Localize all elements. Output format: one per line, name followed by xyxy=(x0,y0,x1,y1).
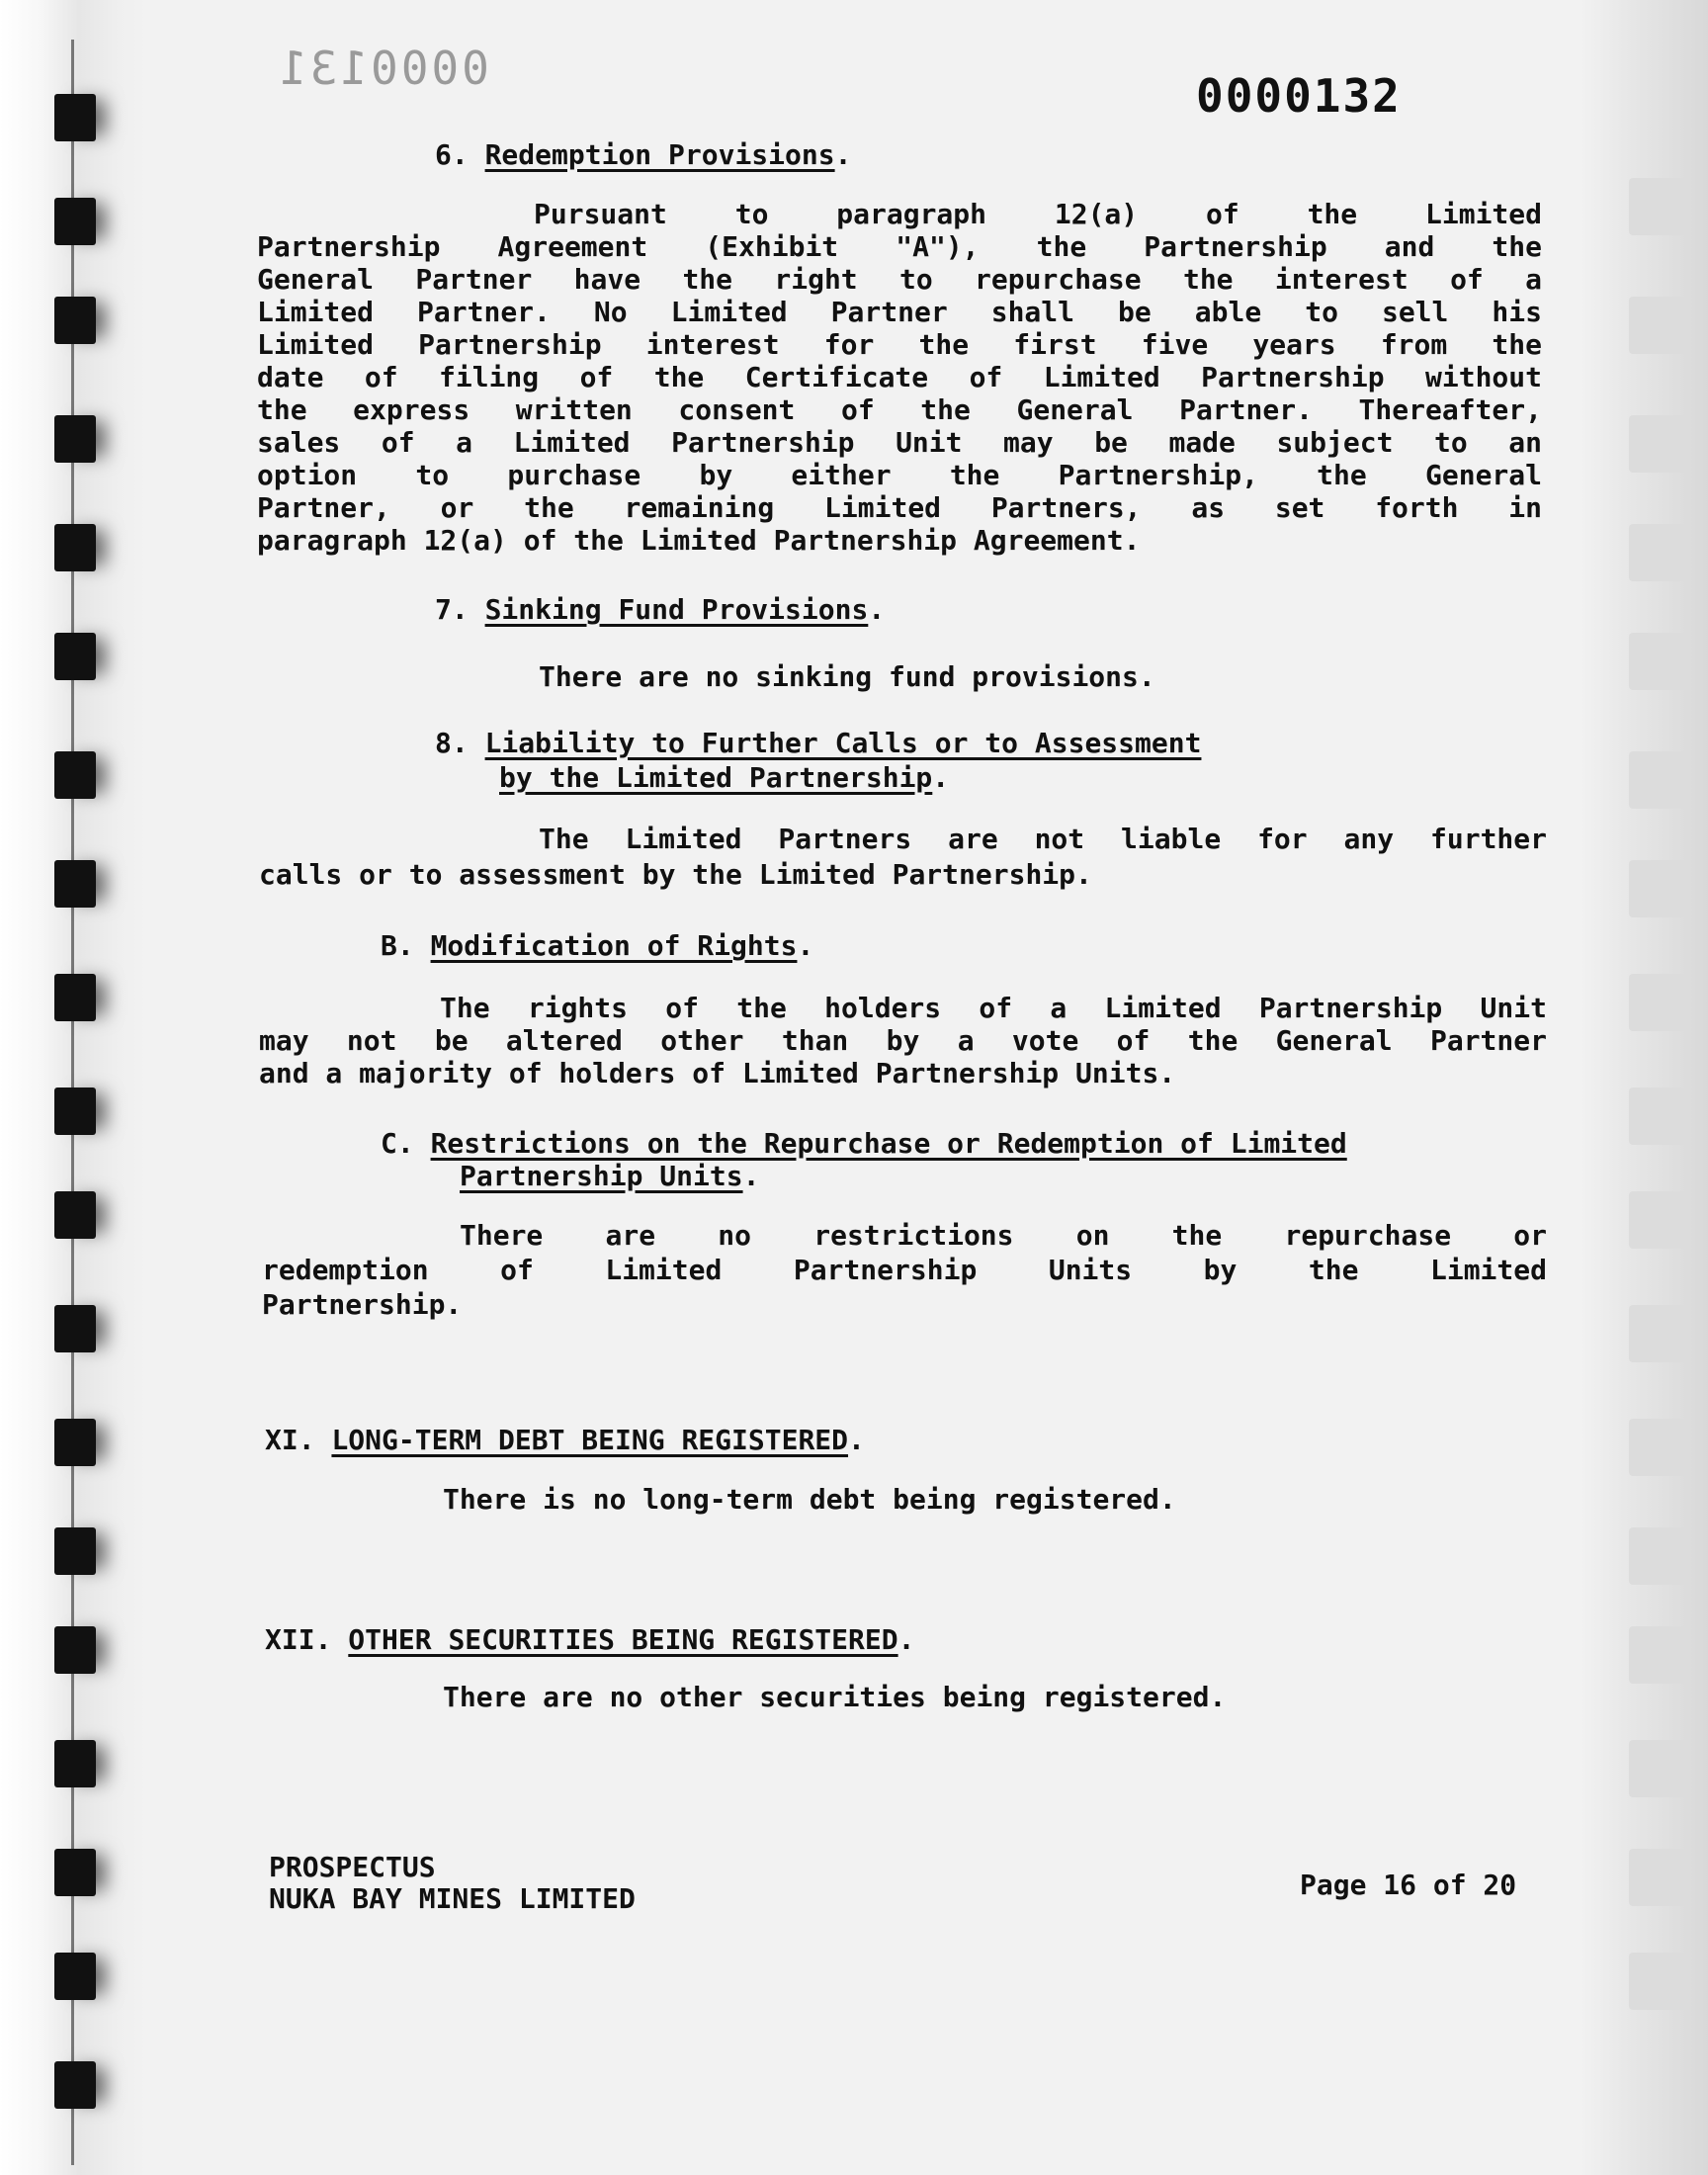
page-edge-tab xyxy=(1629,1849,1690,1906)
section-number: 8. xyxy=(435,727,469,759)
binding-hole xyxy=(54,297,96,344)
section-title-continued: by the Limited Partnership xyxy=(499,761,933,794)
section-8-heading-line2 xyxy=(499,761,949,794)
paragraph-line: Partnership Agreement (Exhibit "A"), the Partnership and the xyxy=(257,230,1542,263)
binding-hole xyxy=(54,1849,96,1896)
section-b-body-line: may not be altered other than by a vote of the General Partner xyxy=(259,1024,1547,1057)
section-number: 6. xyxy=(435,138,469,171)
binding-hole xyxy=(54,1191,96,1239)
section-title: Liability to Further Calls or to Assessment xyxy=(484,727,1202,759)
page-edge-tab xyxy=(1629,1191,1690,1249)
bleed-through-page-number: 0000131 xyxy=(277,42,489,95)
paragraph-line: Limited Partnership interest for the first five years from the xyxy=(257,328,1542,361)
page-edge-tab xyxy=(1629,1740,1690,1797)
page-edge-tab xyxy=(1629,297,1690,354)
binding-hole xyxy=(54,415,96,463)
section-title: Sinking Fund Provisions xyxy=(484,593,869,626)
section-title: OTHER SECURITIES BEING REGISTERED xyxy=(348,1623,898,1656)
document-page-code: 0000132 xyxy=(1196,69,1402,123)
section-c-body-line: redemption of Limited Partnership Units by the Limited xyxy=(262,1254,1547,1286)
section-xii-heading xyxy=(265,1623,914,1656)
heading-period: . xyxy=(834,138,852,171)
section-6-heading xyxy=(435,138,851,171)
binding-hole xyxy=(54,1419,96,1466)
page-edge-tab xyxy=(1629,1953,1690,2010)
section-title-continued: Partnership Units xyxy=(460,1160,743,1192)
paragraph-line: General Partner have the right to repurchase the interest of a xyxy=(257,263,1542,296)
paragraph-line: Pursuant to paragraph 12(a) of the Limited xyxy=(534,198,1542,230)
page-edge-tab xyxy=(1629,1626,1690,1684)
section-title: LONG-TERM DEBT BEING REGISTERED xyxy=(331,1424,849,1456)
paragraph-line: Limited Partner. No Limited Partner shall be able to sell his xyxy=(257,296,1542,328)
section-b-heading xyxy=(381,929,813,962)
heading-period: . xyxy=(897,1623,915,1656)
section-number: C. xyxy=(381,1127,414,1160)
paragraph-line: option to purchase by either the Partnership, the General xyxy=(257,459,1542,491)
section-8-body-line: The Limited Partners are not liable for any further xyxy=(539,823,1547,855)
page-edge-tab xyxy=(1629,860,1690,917)
page-edge-tab xyxy=(1629,1305,1690,1362)
paragraph-line: sales of a Limited Partnership Unit may be made subject to an xyxy=(257,426,1542,459)
section-number: XII. xyxy=(265,1623,332,1656)
section-8-body-line: calls or to assessment by the Limited Partnership. xyxy=(259,858,1092,891)
page-edge-tab xyxy=(1629,633,1690,690)
section-8-heading xyxy=(435,727,1201,759)
binding-hole xyxy=(54,1626,96,1674)
page-edge-tab xyxy=(1629,751,1690,809)
heading-period: . xyxy=(742,1160,760,1192)
footer-page-number: Page 16 of 20 xyxy=(1300,1869,1517,1901)
binding-hole xyxy=(54,860,96,908)
binding-hole xyxy=(54,1088,96,1135)
page-edge-tab xyxy=(1629,1419,1690,1476)
page-edge-tab xyxy=(1629,1088,1690,1145)
binding-hole xyxy=(54,2061,96,2109)
page-edge-tab xyxy=(1629,1527,1690,1585)
page-edge-tab xyxy=(1629,178,1690,235)
heading-period: . xyxy=(868,593,886,626)
heading-period: . xyxy=(932,761,950,794)
paragraph-line: Partner, or the remaining Limited Partners, as set forth in xyxy=(257,491,1542,524)
page-edge-tab xyxy=(1629,974,1690,1031)
binding-hole xyxy=(54,974,96,1021)
section-number: B. xyxy=(381,929,414,962)
binding-hole xyxy=(54,1305,96,1352)
section-c-body-line: Partnership. xyxy=(262,1288,463,1321)
section-7-body: There are no sinking fund provisions. xyxy=(539,660,1155,693)
section-title: Redemption Provisions xyxy=(484,138,835,171)
footer-company-name: NUKA BAY MINES LIMITED xyxy=(269,1882,636,1915)
binding-hole xyxy=(54,633,96,680)
section-b-body-line: The rights of the holders of a Limited Partnership Unit xyxy=(440,992,1547,1024)
binding-hole xyxy=(54,1740,96,1787)
binding-hole xyxy=(54,198,96,245)
binding-hole xyxy=(54,1953,96,2000)
heading-period: . xyxy=(848,1424,865,1456)
section-number: 7. xyxy=(435,593,469,626)
section-c-heading xyxy=(381,1127,1347,1160)
section-xi-heading xyxy=(265,1424,865,1456)
page-edge-tab xyxy=(1629,415,1690,473)
binding-hole xyxy=(54,1527,96,1575)
page-edge-tab xyxy=(1629,524,1690,581)
spiral-binding xyxy=(0,0,148,2175)
binding-hole xyxy=(54,524,96,571)
section-xii-body: There are no other securities being registered. xyxy=(443,1681,1227,1713)
section-xi-body: There is no long-term debt being registered. xyxy=(443,1483,1176,1516)
section-number: XI. xyxy=(265,1424,315,1456)
section-c-body-line: There are no restrictions on the repurchase or xyxy=(460,1219,1547,1252)
section-title: Modification of Rights xyxy=(430,929,798,962)
heading-period: . xyxy=(797,929,814,962)
paragraph-line: paragraph 12(a) of the Limited Partnership Agreement. xyxy=(257,524,1141,557)
section-b-body-line: and a majority of holders of Limited Partnership Units. xyxy=(259,1057,1176,1089)
binding-hole xyxy=(54,751,96,799)
paragraph-line: date of filing of the Certificate of Limited Partnership without xyxy=(257,361,1542,393)
section-7-heading xyxy=(435,593,885,626)
section-c-heading-line2 xyxy=(460,1160,759,1192)
section-title: Restrictions on the Repurchase or Redemption of Limited xyxy=(430,1127,1347,1160)
paragraph-line: the express written consent of the General Partner. Thereafter, xyxy=(257,393,1542,426)
binding-hole xyxy=(54,94,96,141)
footer-prospectus: PROSPECTUS xyxy=(269,1851,436,1883)
